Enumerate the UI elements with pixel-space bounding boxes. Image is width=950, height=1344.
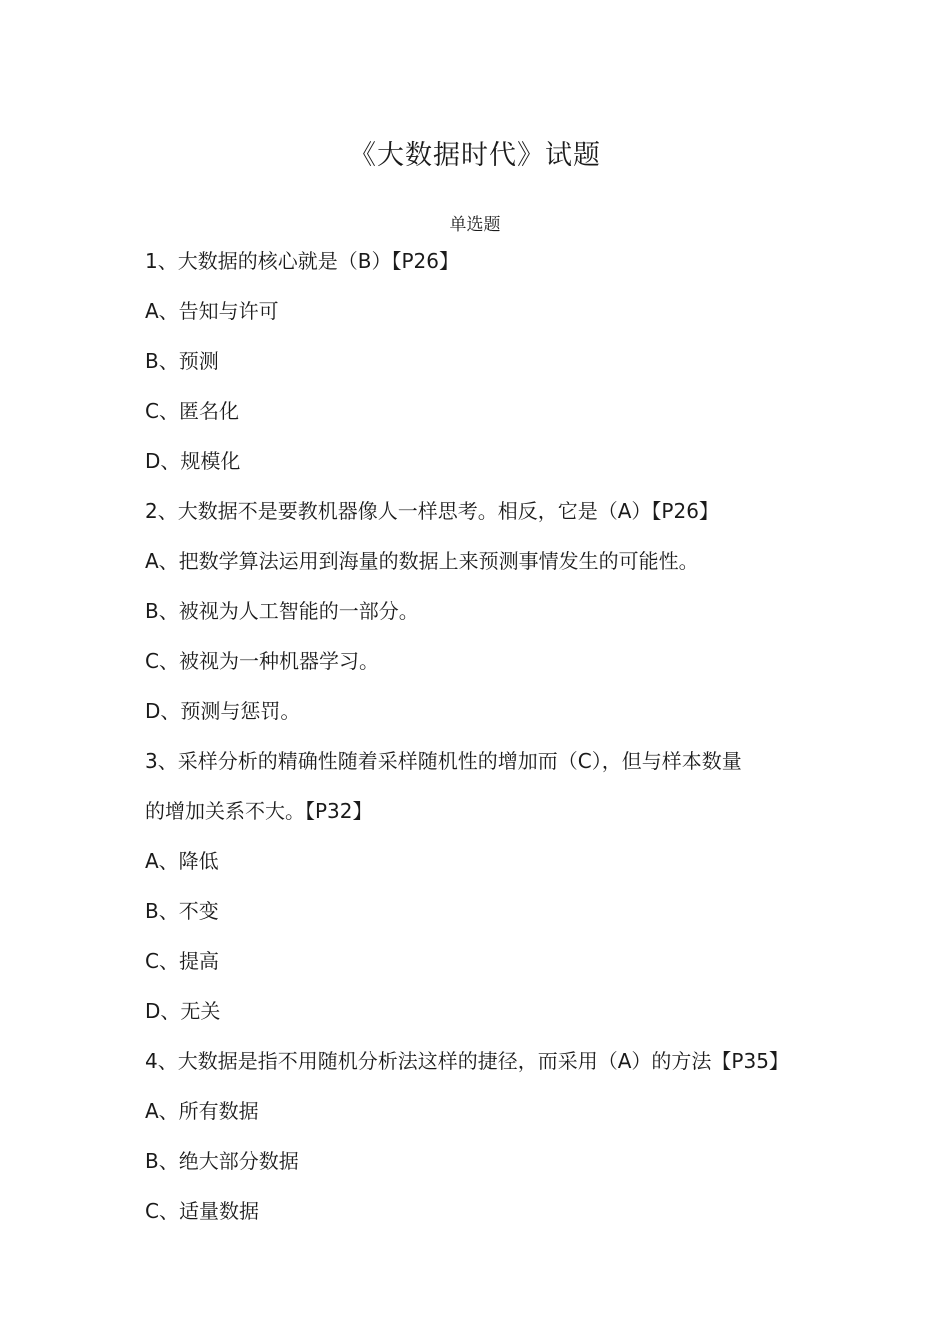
question-4-option-a: A、所有数据 (145, 1099, 259, 1123)
question-1-option-d: D、规模化 (145, 449, 241, 473)
question-1-text: 1、大数据的核心就是（B）【P26】 (145, 249, 459, 273)
question-list (145, 236, 825, 1236)
question-1-option-c: C、匿名化 (145, 399, 239, 423)
question-3-option-a: A、降低 (145, 849, 219, 873)
question-2-option-b: B、被视为人工智能的一部分。 (145, 599, 419, 623)
question-2-text: 2、大数据不是要教机器像人一样思考。相反，它是（A）【P26】 (145, 499, 719, 523)
question-3-option-c: C、提高 (145, 949, 219, 973)
question-2-option-d: D、预测与惩罚。 (145, 699, 301, 723)
question-2-option-a: A、把数学算法运用到海量的数据上来预测事情发生的可能性。 (145, 549, 699, 573)
question-3-option-d: D、无关 (145, 999, 221, 1023)
question-1-option-a: A、告知与许可 (145, 299, 279, 323)
question-3-text-line-2: 的增加关系不大。【P32】 (145, 799, 373, 823)
document-title: 《大数据时代》试题 (349, 140, 601, 171)
section-heading: 单选题 (449, 215, 501, 235)
question-4-text: 4、大数据是指不用随机分析法这样的捷径，而采用（A）的方法【P35】 (145, 1049, 789, 1073)
question-1-option-b: B、预测 (145, 349, 219, 373)
question-3-text-line-1: 3、采样分析的精确性随着采样随机性的增加而（C），但与样本数量 (145, 749, 742, 773)
question-4-option-b: B、绝大部分数据 (145, 1149, 299, 1173)
question-3-option-b: B、不变 (145, 899, 219, 923)
question-4-option-c: C、适量数据 (145, 1199, 259, 1223)
question-2-option-c: C、被视为一种机器学习。 (145, 649, 379, 673)
